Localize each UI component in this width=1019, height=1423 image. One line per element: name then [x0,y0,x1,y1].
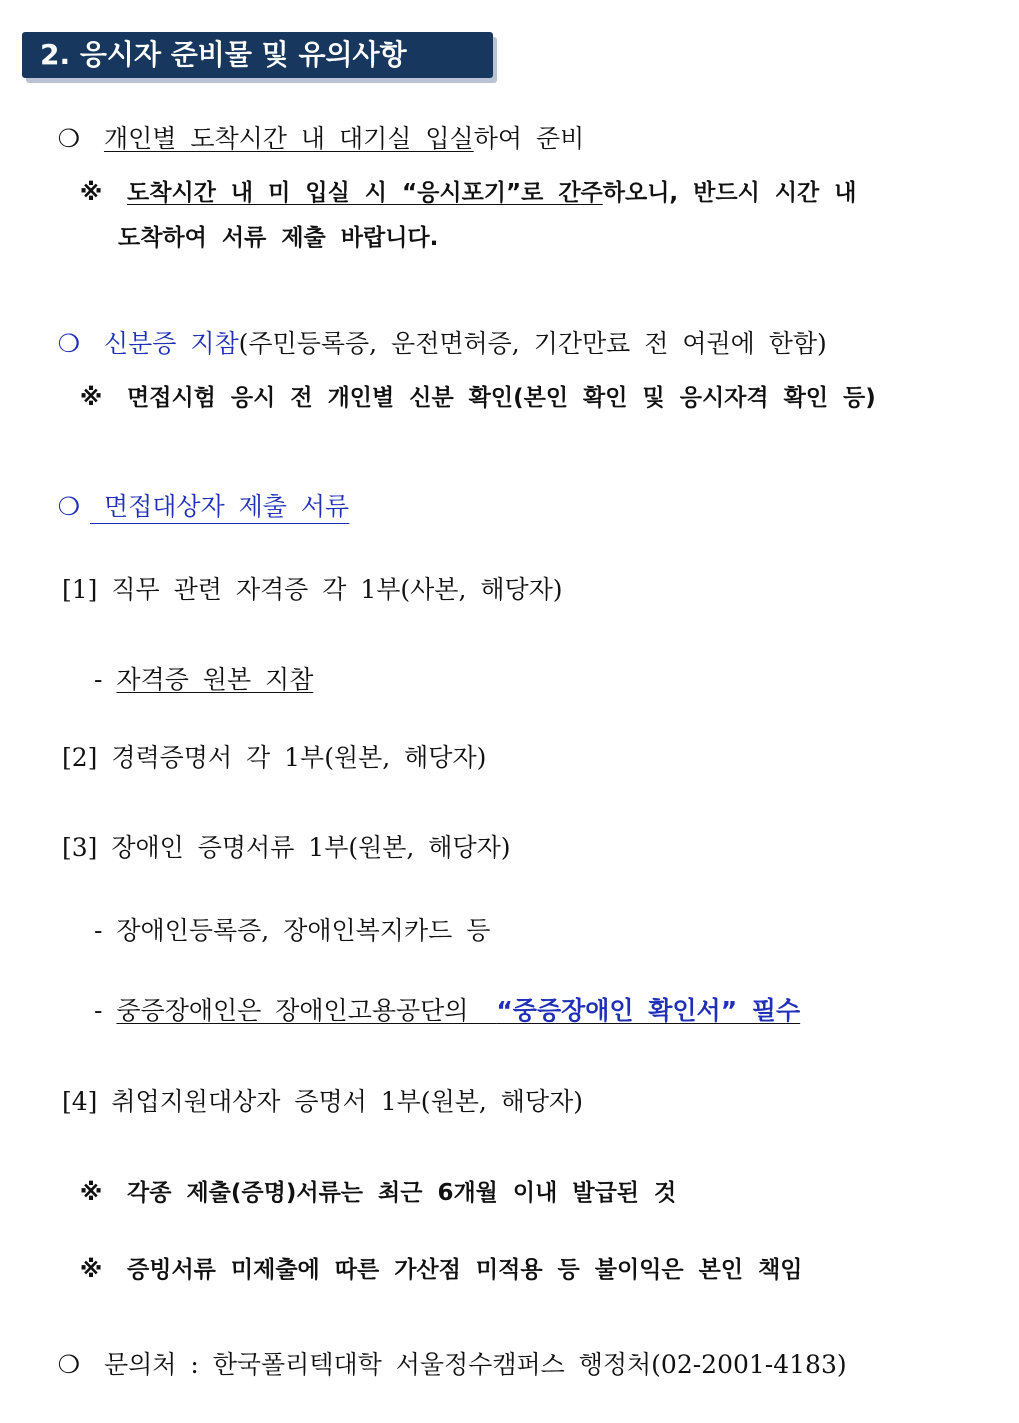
arrival-note-line2: 도착하여 서류 제출 바랍니다. [118,225,439,251]
document-item-4: [4] 취업지원대상자 증명서 1부(원본, 해당자) [62,1087,583,1116]
document-item-1-sub [94,663,313,697]
document-item-3-sub2 [94,994,800,1028]
id-note [70,381,876,415]
document-item-3-sub2-blue: “중증장애인 확인서” 필수 [496,996,801,1025]
document-item-2: [2] 경력증명서 각 1부(원본, 해당자) [62,743,487,772]
reference-mark-icon: ※ [79,1257,103,1283]
id-requirement-details: (주민등록증, 운전면허증, 기간만료 전 여권에 한함) [238,329,827,358]
documents-note-2-text: 증빙서류 미제출에 따른 가산점 미적용 등 불이익은 본인 책임 [127,1257,803,1283]
documents-title [48,490,349,524]
documents-note-1-text: 각종 제출(증명)서류는 최근 6개월 이내 발급된 것 [127,1180,677,1206]
documents-note-1 [70,1176,676,1210]
arrival-instruction [48,122,584,156]
document-item-3-sub1-text: 장애인등록증, 장애인복지카드 등 [116,916,491,945]
reference-mark-icon: ※ [79,385,103,411]
arrival-note [70,176,857,210]
arrival-instruction-underlined: 개인별 도착시간 내 대기실 입실 [103,124,474,153]
document-item-3-sub2-plain: 중증장애인은 장애인고용공단의 [116,996,469,1025]
id-requirement-label: 신분증 지참 [103,329,239,358]
documents-title-text: 면접대상자 제출 서류 [103,492,350,521]
section-header: 2. 응시자 준비물 및 유의사항 [22,32,493,78]
id-requirement [48,327,827,361]
circle-bullet-icon: ❍ [57,329,81,358]
dash: - [94,665,103,694]
arrival-instruction-rest: 하여 준비 [473,124,585,153]
document-item-3-sub2-underlined [116,996,800,1025]
document-item-1: [1] 직무 관련 자격증 각 1부(사본, 해당자) [62,575,563,604]
circle-bullet-icon: ❍ [57,1350,81,1379]
id-note-text: 면접시험 응시 전 개인별 신분 확인(본인 확인 및 응시자격 확인 등) [127,385,876,411]
documents-note-2 [70,1253,803,1287]
document-item-3: [3] 장애인 증명서류 1부(원본, 해당자) [62,833,511,862]
document-item-1-sub-text: 자격증 원본 지참 [116,665,314,694]
document-item-3-sub1 [94,914,490,948]
dash: - [94,996,103,1025]
arrival-note-underlined: 도착시간 내 미 입실 시 “응시포기”로 간주 [127,180,603,206]
circle-bullet-icon: ❍ [57,492,81,521]
contact-info [48,1348,847,1382]
reference-mark-icon: ※ [79,180,103,206]
reference-mark-icon: ※ [79,1180,103,1206]
arrival-note-rest: 하오니, 반드시 시간 내 [602,180,857,206]
contact-text: 문의처 : 한국폴리텍대학 서울정수캠퍼스 행정처(02-2001-4183) [103,1350,847,1379]
dash: - [94,916,103,945]
circle-bullet-icon: ❍ [57,124,81,153]
